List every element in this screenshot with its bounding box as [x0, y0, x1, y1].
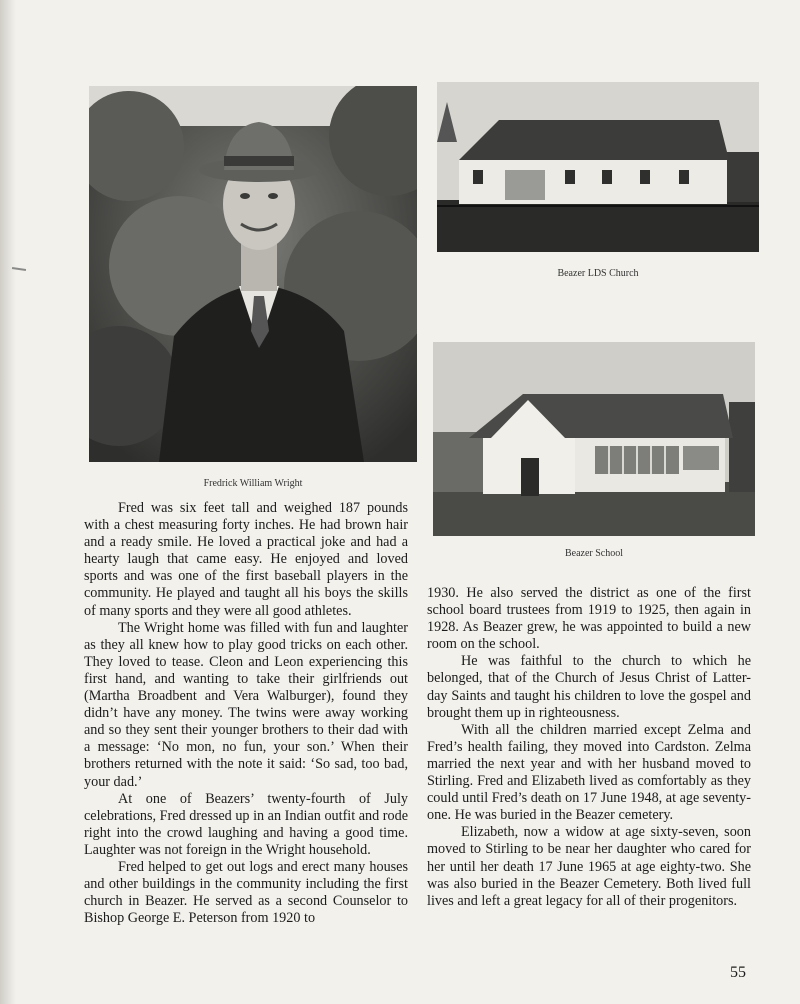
page-number: 55 — [730, 964, 746, 981]
portrait-photo-image — [89, 86, 417, 462]
paragraph: He was faithful to the church to which he belonged, that of the Church of Jesus Christ of Latter-day Saints and taught his children to love the gospel and brought them up in righteousness. — [427, 653, 751, 721]
church-caption: Beazer LDS Church — [557, 268, 639, 279]
right-text-column — [427, 585, 751, 910]
church-photo — [437, 82, 759, 252]
paragraph: The Wright home was filled with fun and laughter as they all knew how to play good tricks on each other. They loved to tease. Cleon and Leon experiencing this first hand, and wanting to take their girlfriends out (Martha Broadbent and Vera Walburger), found they didn’t have any money. The twins were away working and so they sent their younger brothers to their dad with a message: ‘No mon, no fun, your son.’ When their brothers returned with the note it said: ‘So sad, too bad, your dad.’ — [84, 619, 408, 790]
school-photo-image — [433, 342, 755, 536]
paragraph: Elizabeth, now a widow at age sixty-seven, soon moved to Stirling to be near her daughter who cared for her until her death 17 June 1965 at age eighty-two. She was also buried in the Beazer Cemetery. Both lived full lives and left a great legacy for all of their progenitors. — [427, 824, 751, 909]
church-photo-image — [437, 82, 759, 252]
paragraph: Fred was six feet tall and weighed 187 pounds with a chest measuring forty inches. He had brown hair and a ready smile. He loved a practical joke and had a hearty laugh that came easy. He enjoyed and loved sports and was one of the first baseball players in the community. He played and taught all his boys the skills of many sports and they were all good athletes. — [84, 500, 408, 619]
book-gutter — [0, 0, 16, 1004]
paragraph: With all the children married except Zelma and Fred’s health failing, they moved into Cardston. Zelma married the next year and with her husband moved to Stirling. Fred and Elizabeth lived as comfortably as they could until Fred’s death on 17 June 1948, at age seventy-one. He was buried in the Beazer cemetery. — [427, 721, 751, 824]
left-text-column — [84, 500, 408, 927]
portrait-photo — [89, 86, 417, 462]
portrait-caption: Fredrick William Wright — [203, 478, 303, 489]
school-photo — [433, 342, 755, 536]
paragraph: Fred helped to get out logs and erect many houses and other buildings in the community including the first church in Beazer. He served as a second Counselor to Bishop George E. Peterson from 1920 to — [84, 858, 408, 927]
paragraph: 1930. He also served the district as one of the first school board trustees from 1919 to 1925, then again in 1928. As Beazer grew, he was appointed to build a new room on the school. — [427, 585, 751, 653]
paragraph: At one of Beazers’ twenty-fourth of July celebrations, Fred dressed up in an Indian outfit and rode right into the crowd laughing and having a good time. Laughter was not foreign in the Wright household. — [84, 790, 408, 858]
school-caption: Beazer School — [564, 548, 624, 559]
